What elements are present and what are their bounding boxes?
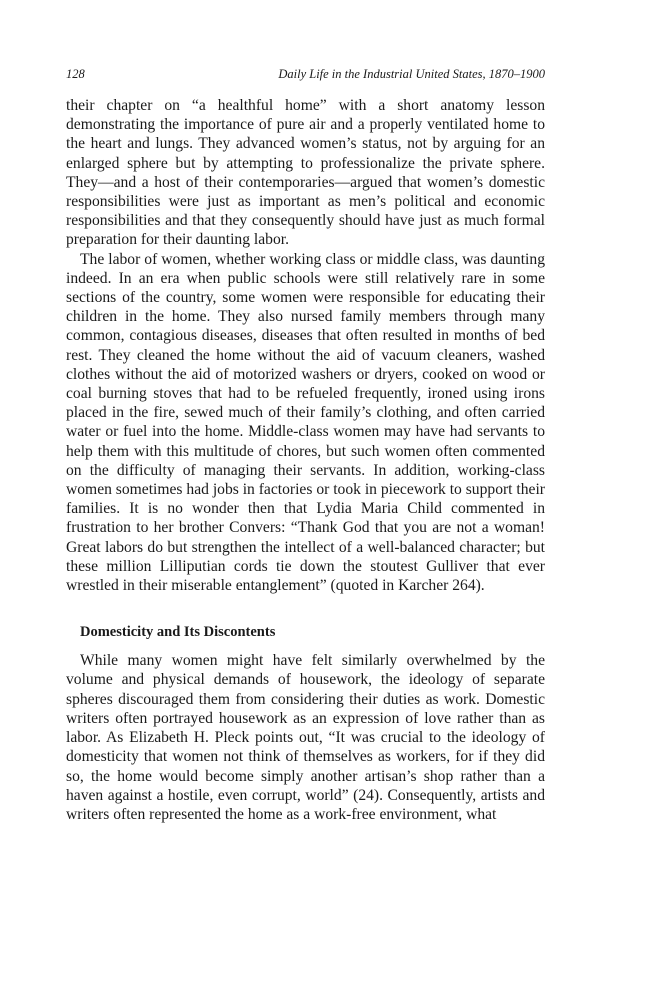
section-heading: Domesticity and Its Discontents <box>80 624 276 641</box>
paragraph-continued: their chapter on “a healthful home” with a short anatomy lesson demonstrating the importance of pure air and a properly ventilated home to the heart and lungs. They advanced women’s status, not by arguing for an enlarged sphere but by attempting to professionalize the private sphere. They—and a host of their contemporaries—argued that women’s domestic responsibilities were just as important as men’s political and economic responsibilities and that they consequently should have just as much formal preparation for their daunting labor. <box>66 97 545 249</box>
running-head-title: Daily Life in the Industrial United States, 1870–1900 <box>278 67 545 81</box>
section-paragraph: While many women might have felt similarly overwhelmed by the volume and physical demands of housework, the ideology of separate spheres discouraged them from considering their duties as work. Domestic writers often portrayed housework as an expression of love rather than as labor. As Elizabeth H. Pleck points out, “It was crucial to the ideology of domesticity that women not think of themselves as workers, for if they did so, the home would become simply another artisan’s shop rather than a haven against a hostile, even corrupt, world” (24). Consequently, artists and writers often represented the home as a work-free environment, what <box>66 652 545 823</box>
paragraph: The labor of women, whether working class or middle class, was daunting indeed. In an era when public schools were still relatively rare in some sections of the country, some women were responsible for educating their children in the home. They also nursed family members through many common, contagious diseases, diseases that often resulted in months of bed rest. They cleaned the home without the aid of vacuum cleaners, washed clothes without the aid of motorized washers or dryers, cooked on wood or coal burning stoves that had to be refueled frequently, ironed using irons placed in the fire, sewed much of their family’s clothing, and often carried water or fuel into the home. Middle-class women may have had servants to help them with this multitude of chores, but such women often commented on the difficulty of managing their servants. In addition, working-class women sometimes had jobs in factories or took in piecework to support their families. It is no wonder then that Lydia Maria Child commented in frustration to her brother Convers: “Thank God that you are not a woman! Great labors do but strengthen the intellect of a well-balanced character; but these million Lilliputian cords tie down the stoutest Gulliver that ever wrestled in their miserable entanglement” (quoted in Karcher 264). <box>66 250 545 595</box>
page-number: 128 <box>66 67 85 81</box>
running-head <box>66 66 545 82</box>
body-text <box>66 96 545 824</box>
